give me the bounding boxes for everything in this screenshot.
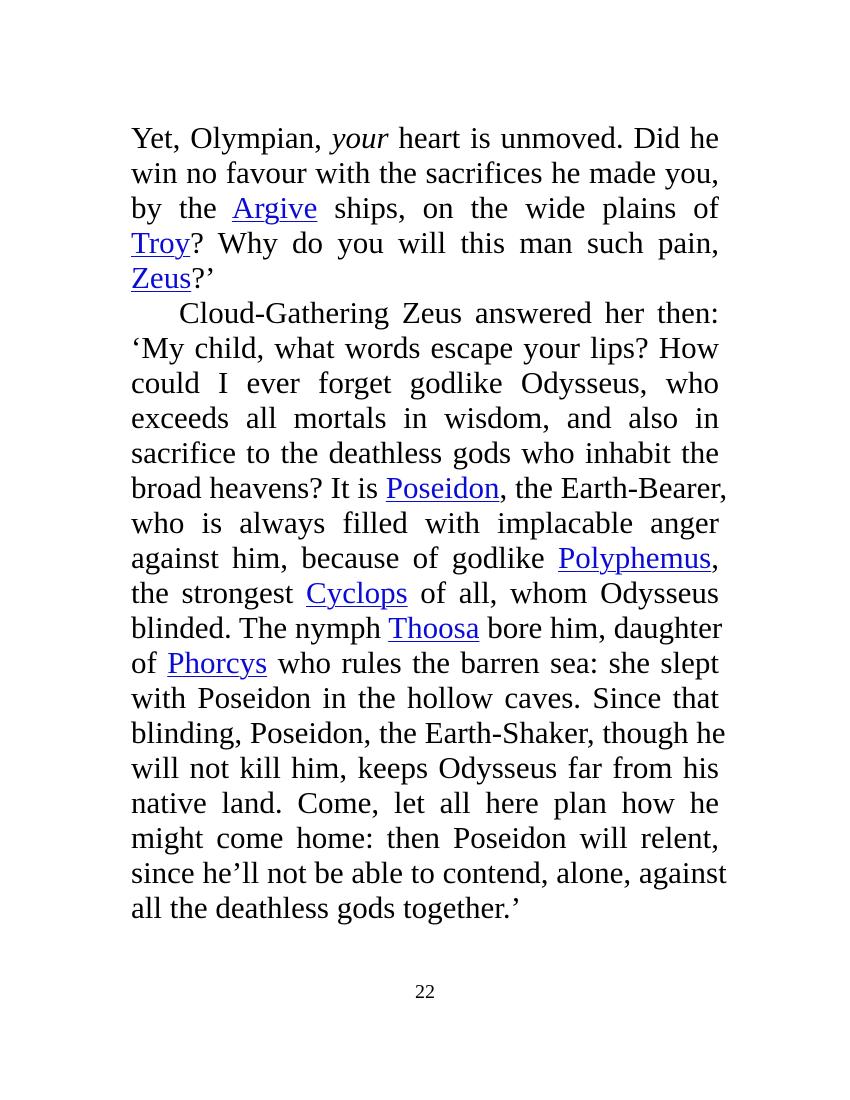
paragraph-zeus-answer [131, 295, 728, 925]
text-line: who is always filled with implacable anger [131, 505, 719, 540]
text-line [131, 120, 719, 155]
text-line: sacrifice to the deathless gods who inhabit the [131, 435, 719, 470]
link-zeus[interactable]: Zeus [131, 260, 192, 295]
text-span: by the [131, 190, 232, 225]
text-line: win no favour with the sacrifices he made you, [131, 155, 719, 190]
text-span: of [131, 645, 168, 680]
link-cyclops[interactable]: Cyclops [306, 575, 408, 610]
text-line: might come home: then Poseidon will relent, [131, 820, 719, 855]
text-line: native land. Come, let all here plan how he [131, 785, 719, 820]
text-line [131, 225, 719, 260]
text-span: who rules the barren sea: she slept [267, 645, 719, 680]
text-line [131, 260, 719, 295]
text-line [131, 190, 719, 225]
text-line [131, 575, 719, 610]
text-span: ?’ [191, 260, 216, 295]
link-phorcys[interactable]: Phorcys [167, 645, 268, 680]
text-line: blinding, Poseidon, the Earth-Shaker, though he [131, 715, 726, 750]
link-poseidon[interactable]: Poseidon [385, 470, 500, 505]
text-span: ? Why do you will this man such pain, [190, 225, 719, 260]
link-troy[interactable]: Troy [131, 225, 191, 260]
paragraph-continuation [131, 120, 719, 295]
text-line: will not kill him, keeps Odysseus far from his [131, 750, 719, 785]
text-line: ‘My child, what words escape your lips? How [131, 330, 719, 365]
text-line: since he’ll not be able to contend, alone, against [131, 855, 727, 890]
text-span: the strongest [131, 575, 307, 610]
text-line [131, 645, 719, 680]
text-span: Yet, Olympian, [131, 120, 332, 155]
emphasis-text: your [331, 120, 389, 155]
text-line: all the deathless gods together.’ [131, 890, 521, 925]
text-span: , the Earth-Bearer, [499, 470, 728, 505]
text-span: blinded. The nymph [131, 610, 389, 645]
text-line: exceeds all mortals in wisdom, and also in [131, 400, 719, 435]
text-span: of all, whom Odysseus [407, 575, 719, 610]
text-span: broad heavens? It is [131, 470, 386, 505]
text-line: Cloud-Gathering Zeus answered her then: [179, 295, 719, 330]
text-line: could I ever forget godlike Odysseus, who [131, 365, 719, 400]
text-line [131, 470, 728, 505]
text-span: against him, because of godlike [131, 540, 558, 575]
text-span: heart is unmoved. Did he [388, 120, 719, 155]
text-span: , [711, 540, 719, 575]
page-number: 22 [415, 981, 435, 1003]
text-span: ships, on the wide plains of [317, 190, 719, 225]
body-text [131, 120, 728, 925]
link-polyphemus[interactable]: Polyphemus [557, 540, 712, 575]
text-line [131, 540, 719, 575]
link-thoosa[interactable]: Thoosa [388, 610, 480, 645]
text-line: with Poseidon in the hollow caves. Since that [131, 680, 719, 715]
text-line [131, 610, 723, 645]
text-span: bore him, daughter [479, 610, 723, 645]
link-argive[interactable]: Argive [231, 190, 318, 225]
